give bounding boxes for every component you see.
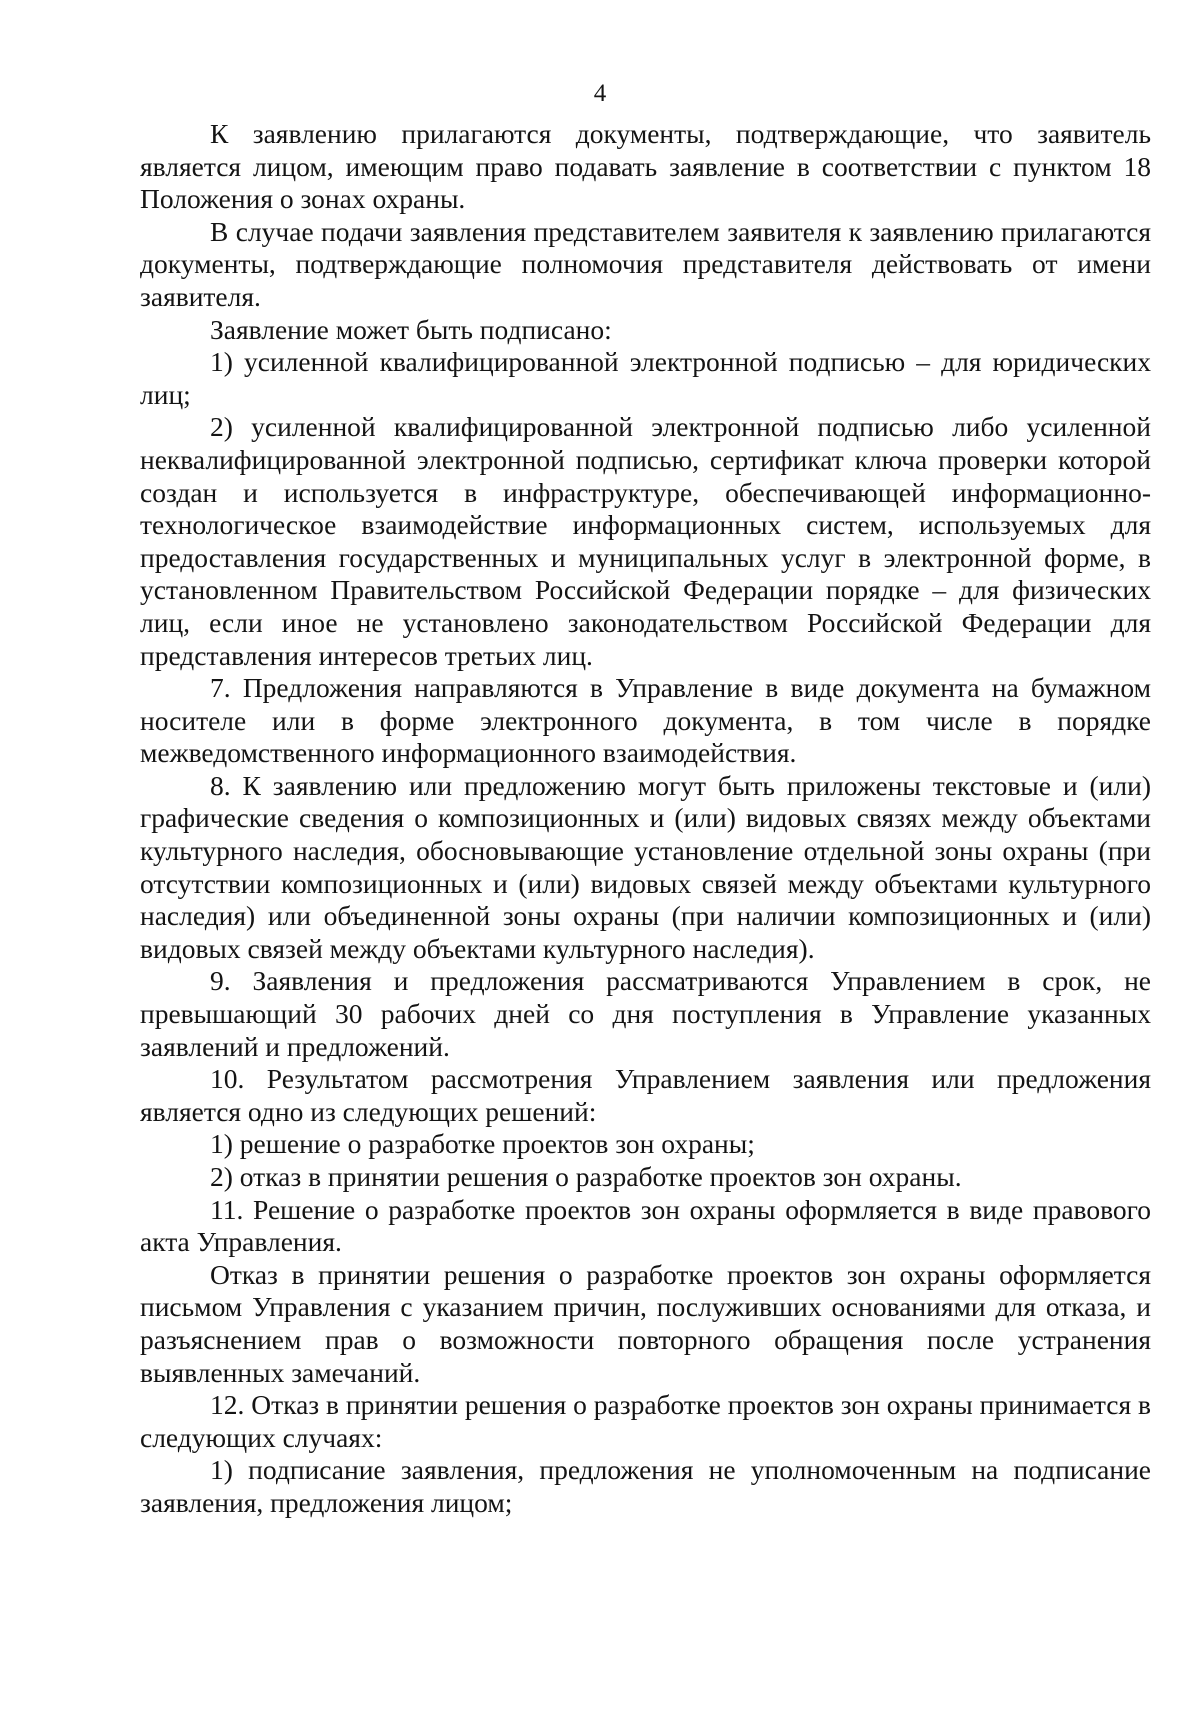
paragraph: 7. Предложения направляются в Управление в виде документа на бумажном носителе или в форме электронного документа, в том числе в порядке межведомственного информационного взаимодействия. <box>140 672 1151 769</box>
paragraph: 11. Решение о разработке проектов зон охраны оформляется в виде правового акта Управления. <box>140 1193 1151 1258</box>
document-body <box>140 118 1151 1520</box>
paragraph: 1) решение о разработке проектов зон охраны; <box>210 1128 755 1160</box>
page-number: 4 <box>593 80 607 107</box>
paragraph: 2) отказ в принятии решения о разработке проектов зон охраны. <box>210 1161 962 1192</box>
paragraph: Отказ в принятии решения о разработке проектов зон охраны оформляется письмом Управления с указанием причин, послуживших основаниями для отказа, и разъяснением прав о возможности повторного обращения после устранения выявленных замечаний. <box>140 1258 1151 1388</box>
paragraph: 1) усиленной квалифицированной электронной подписью – для юридических лиц; <box>140 346 1151 410</box>
paragraph: В случае подачи заявления представителем заявителя к заявлению прилагаются документы, подтверждающие полномочия представителя действовать от имени заявителя. <box>140 215 1151 312</box>
paragraph: 8. К заявлению или предложению могут быть приложены текстовые и (или) графические сведения о композиционных и (или) видовых связях между объектами культурного наследия, обосновывающие установление отдельной зоны охраны (при отсутствии композиционных и (или) видовых связей между объектами культурного наследия) или объединенной зоны охраны (при наличии композиционных и (или) видовых связей между объектами культурного наследия). <box>140 769 1151 964</box>
paragraph: 2) усиленной квалифицированной электронной подписью либо усиленной неквалифицированной электронной подписью, сертификат ключа проверки которой создан и используется в инфраструктуре, обеспечивающей информационно-технологическое взаимодействие информационных систем, используемых для предоставления государственных и муниципальных услуг в электронной форме, в установленном Правительством Российской Федерации порядке – для физических лиц, если иное не установлено законодательством Российской Федерации для представления интересов третьих лиц. <box>140 411 1151 671</box>
paragraph: 1) подписание заявления, предложения не уполномоченным на подписание заявления, предложения лицом; <box>140 1454 1151 1518</box>
paragraph: 9. Заявления и предложения рассматриваются Управлением в срок, не превышающий 30 рабочих дней со дня поступления в Управление указанных заявлений и предложений. <box>140 965 1151 1062</box>
paragraph: К заявлению прилагаются документы, подтверждающие, что заявитель является лицом, имеющим право подавать заявление в соответствии с пунктом 18 Положения о зонах охраны. <box>140 118 1151 215</box>
paragraph: 12. Отказ в принятии решения о разработке проектов зон охраны принимается в следующих случаях: <box>140 1389 1151 1453</box>
paragraph: 10. Результатом рассмотрения Управлением заявления или предложения является одно из следующих решений: <box>140 1063 1151 1127</box>
paragraph: Заявление может быть подписано: <box>210 313 612 345</box>
